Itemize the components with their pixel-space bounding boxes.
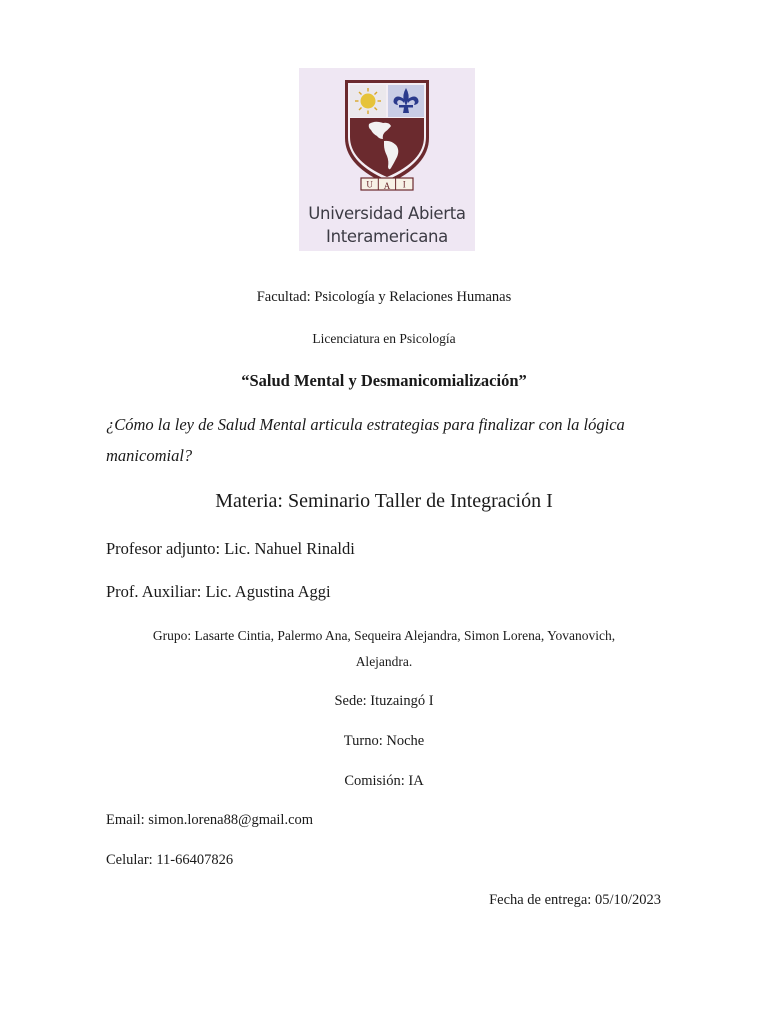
university-name-line2: Interamericana [326, 227, 448, 246]
campus-line: Sede: Ituzaingó I [334, 693, 434, 709]
email-line: Email: simon.lorena88@gmail.com [106, 812, 314, 828]
university-logo [299, 68, 475, 251]
assistant-professor-line: Prof. Auxiliar: Lic. Agustina Aggi [106, 582, 331, 601]
faculty-line: Facultad: Psicología y Relaciones Humanas [256, 289, 512, 305]
banner-letter-a: A [383, 181, 391, 191]
university-shield-icon [299, 68, 475, 204]
commission-line: Comisión: IA [344, 773, 424, 789]
university-name-line1: Universidad Abierta [308, 204, 466, 223]
group-line2: Alejandra. [355, 654, 413, 669]
due-date-line: Fecha de entrega: 05/10/2023 [489, 892, 661, 908]
degree-line: Licenciatura en Psicología [312, 331, 456, 346]
uai-banner [361, 178, 413, 191]
shift-line: Turno: Noche [343, 733, 425, 749]
research-question-line1: ¿Cómo la ley de Salud Mental articula estrategias para finalizar con la lógica [106, 415, 625, 434]
document-title: “Salud Mental y Desmanicomialización” [241, 371, 527, 390]
group-line1: Grupo: Lasarte Cintia, Palermo Ana, Sequeira Alejandra, Simon Lorena, Yovanovich, [152, 628, 616, 643]
phone-line: Celular: 11-66407826 [106, 852, 234, 868]
banner-letter-u: U [366, 179, 373, 190]
research-question-line2: manicomial? [106, 446, 193, 465]
banner-letter-i: I [402, 179, 406, 190]
subject-line: Materia: Seminario Taller de Integración I [215, 490, 553, 512]
professor-line: Profesor adjunto: Lic. Nahuel Rinaldi [106, 539, 355, 558]
